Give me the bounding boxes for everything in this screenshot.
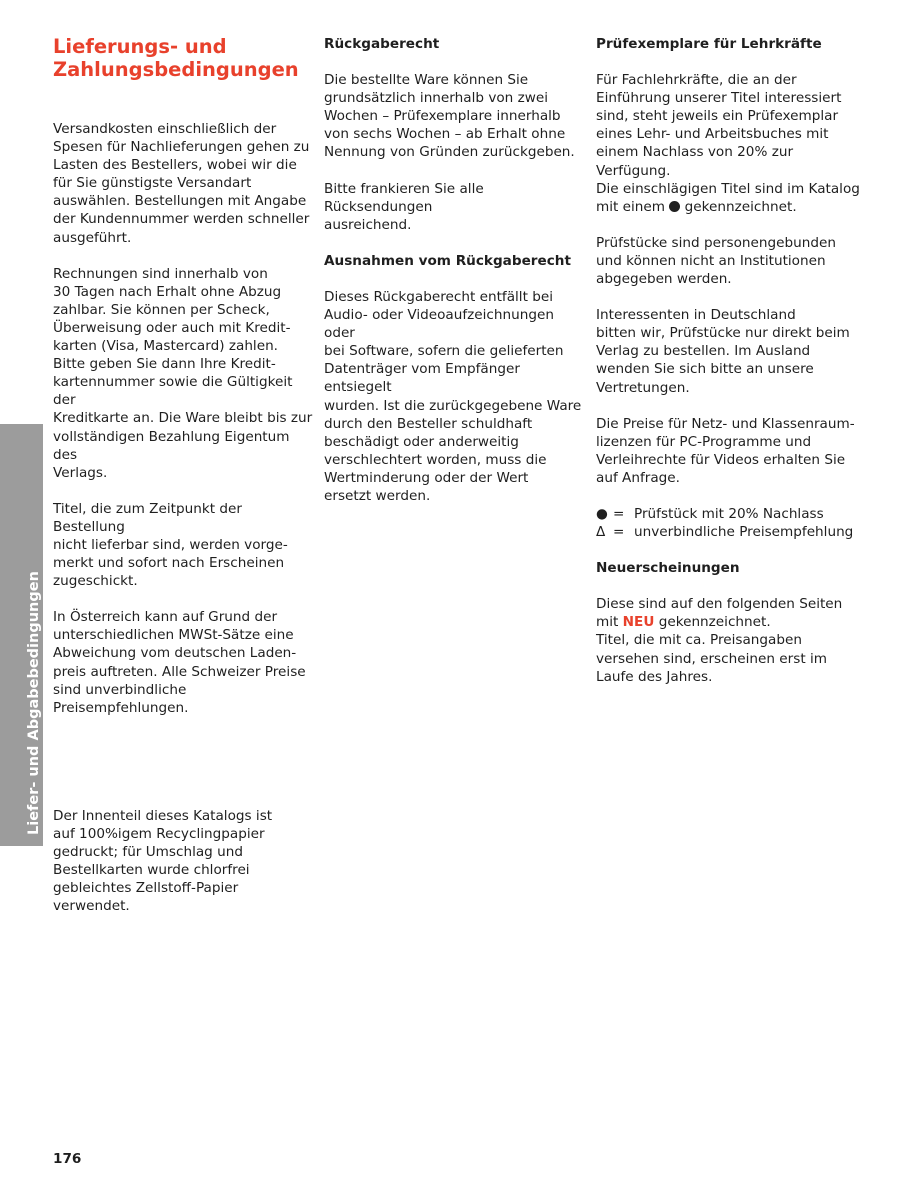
page-number: 176 xyxy=(53,1151,82,1167)
paragraph-catalog-marking: Die einschlägigen Titel sind im Katalog mit einem gekennzeichnet. xyxy=(596,180,860,215)
heading-return-exceptions: Ausnahmen vom Rückgaberecht xyxy=(324,252,571,269)
paragraph-new-releases: Diese sind auf den folgenden Seiten mit NEU gekennzeichnet. Titel, die mit ca. Preisangaben versehen sind, erscheinen erst im Laufe des Jahres. xyxy=(596,596,843,685)
paragraph-austria-switzerland: In Österreich kann auf Grund der unterschiedlichen MWSt-Sätze eine Abweichung vom deutschen Laden- preis auftreten. Alle Schweizer Preise sind unverbindliche Preisempfehlungen. xyxy=(53,609,306,716)
column-payment-terms xyxy=(53,35,313,915)
paragraph-ordering-copies: Interessenten in Deutschland bitten wir, Prüfstücke nur direkt beim Verlag zu bestellen. Im Ausland wenden Sie sich bitte an unsere Vertretungen. xyxy=(596,307,850,396)
paragraph-invoices: Rechnungen sind innerhalb von 30 Tagen nach Erhalt ohne Abzug zahlbar. Sie können per Scheck, Überweisung oder auch mit Kredit- karten (Visa, Mastercard) zahlen. Bitte geben Sie dann Ihre Kredit- kartennummer sowie die Gültigkeit der Kreditkarte an. Die Ware bleibt bis zur vollständigen Bezahlung Eigentum des Verlags. xyxy=(53,265,313,481)
paragraph-license-prices: Die Preise für Netz- und Klassenraum- lizenzen für PC-Programme und Verleihrechte für Videos erhalten Sie auf Anfrage. xyxy=(596,415,855,486)
legend-text: unverbindliche Preisempfehlung xyxy=(634,524,854,541)
heading-return-right: Rückgaberecht xyxy=(324,36,440,52)
legend-row-recommended-price: Δ = unverbindliche Preisempfehlung xyxy=(596,524,854,541)
paragraph-return-period: Die bestellte Ware können Sie grundsätzlich innerhalb von zwei Wochen – Prüfexemplare innerhalb von sechs Wochen – ab Erhalt ohne Nennung von Gründen zurückgeben. xyxy=(324,72,575,161)
legend-row-review-copy: ● = Prüfstück mit 20% Nachlass xyxy=(596,505,824,522)
new-badge: NEU xyxy=(622,614,655,631)
paragraph-recycling-paper: Der Innenteil dieses Katalogs ist auf 100%igem Recyclingpapier gedruckt; für Umschlag und Bestellkarten wurde chlorfrei gebleichtes Zellstoff-Papier verwendet. xyxy=(53,807,273,915)
heading-teacher-copies: Prüfexemplare für Lehrkräfte xyxy=(596,36,822,52)
filled-circle-icon xyxy=(669,201,680,212)
paragraph-shipping-costs: Versandkosten einschließlich der Spesen für Nachlieferungen gehen zu Lasten des Bestellers, wobei wir die für Sie günstigste Versandart auswählen. Bestellungen mit Angabe der Kundennummer werden schneller ausgeführt. xyxy=(53,121,310,246)
page-title: Lieferungs- und Zahlungsbedingungen xyxy=(53,35,299,81)
column-teacher-copies xyxy=(596,35,868,686)
legend-text: Prüfstück mit 20% Nachlass xyxy=(634,505,824,522)
column-return-policy xyxy=(324,35,586,505)
sidebar-label: Liefer- und Abgabebedingungen xyxy=(26,571,42,835)
paragraph-return-postage: Bitte frankieren Sie alle Rücksendungen ausreichend. xyxy=(324,180,484,233)
paragraph-return-exceptions: Dieses Rückgaberecht entfällt bei Audio- oder Videoaufzeichnungen oder bei Software, sofern die gelieferten Datenträger vom Empfänger entsiegelt wurden. Ist die zurückgegebene Ware durch den Besteller schuldhaft beschädigt oder anderweitig verschlechtert worden, muss die Wertminderung oder der Wert ersetzt werden. xyxy=(324,288,582,504)
heading-new-releases: Neuerscheinungen xyxy=(596,560,740,577)
paragraph-teacher-discount: Für Fachlehrkräfte, die an der Einführung unserer Titel interessiert sind, steht jeweils ein Prüfexemplar eines Lehr- und Arbeitsbuches mit einem Nachlass von 20% zur Verfügung. xyxy=(596,72,842,179)
delta-icon: Δ xyxy=(596,524,606,541)
paragraph-backorders: Titel, die zum Zeitpunkt der Bestellung nicht lieferbar sind, werden vorge- merkt und sofort nach Erscheinen zugeschickt. xyxy=(53,500,288,590)
paragraph-personal-copies: Prüfstücke sind personengebunden und können nicht an Institutionen abgegeben werden. xyxy=(596,234,836,288)
filled-circle-icon: ● xyxy=(596,505,608,522)
